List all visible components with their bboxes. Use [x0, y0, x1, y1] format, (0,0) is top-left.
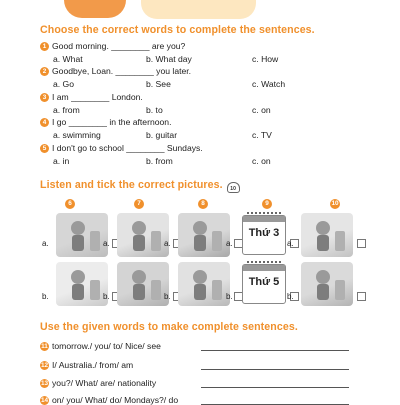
section-2-title-text: Listen and tick the correct pictures.	[40, 179, 223, 191]
section-1-title: Choose the correct words to complete the sentences.	[40, 24, 315, 36]
picture-7-a	[117, 213, 169, 257]
option-a[interactable]: a. Go	[53, 79, 75, 89]
option-c[interactable]: c. Watch	[252, 79, 286, 89]
option-label-a: a.	[287, 239, 294, 248]
calendar-day-text: Thứ 3	[248, 227, 280, 239]
answer-line[interactable]	[201, 369, 349, 370]
picture-number-9: 9	[262, 199, 272, 209]
question-5	[40, 143, 203, 153]
option-b[interactable]: b. to	[146, 105, 163, 115]
option-b[interactable]: b. guitar	[146, 130, 178, 140]
question-number: 11	[41, 343, 48, 350]
option-label-b: b.	[103, 292, 110, 301]
question-text: I am ________ London.	[52, 92, 143, 102]
picture-8-b	[178, 262, 230, 306]
question-number: 3	[40, 93, 49, 102]
question-text: Goodbye, Loan. ________ you later.	[52, 66, 192, 76]
option-c[interactable]: c. TV	[252, 130, 272, 140]
option-label-a: a.	[226, 239, 233, 248]
picture-number-8: 8	[198, 199, 208, 209]
question-number: 1	[40, 42, 49, 51]
option-c[interactable]: c. on	[252, 156, 271, 166]
option-a[interactable]: a. from	[53, 105, 80, 115]
option-a[interactable]: a. swimming	[53, 130, 101, 140]
option-label-a: a.	[164, 239, 171, 248]
calendar-picture-9-b	[242, 264, 286, 304]
answer-line[interactable]	[201, 350, 349, 351]
question-number: 14	[40, 397, 49, 404]
question-1	[40, 41, 185, 51]
picture-number-6: 6	[65, 199, 75, 209]
option-label-a: a.	[103, 239, 110, 248]
word-list: tomorrow./ you/ to/ Nice/ see	[52, 341, 161, 351]
question-number: 5	[40, 144, 49, 153]
tick-box-10-b[interactable]	[357, 292, 366, 301]
top-speech-bubble	[141, 0, 256, 19]
question-text: I go ________ in the afternoon.	[52, 117, 172, 127]
picture-6-b	[56, 262, 108, 306]
answer-line[interactable]	[201, 387, 349, 388]
audio-track-icon[interactable]: 10	[227, 182, 240, 193]
question-3	[40, 92, 143, 102]
option-a[interactable]: a. What	[53, 54, 83, 64]
question-text: Good morning. ________ are you?	[52, 41, 186, 51]
option-c[interactable]: c. on	[252, 105, 271, 115]
option-b[interactable]: b. See	[146, 79, 171, 89]
picture-7-b	[117, 262, 169, 306]
question-text: I don't go to school ________ Sundays.	[52, 143, 203, 153]
word-list: you?/ What/ are/ nationality	[52, 378, 157, 388]
picture-number-7: 7	[134, 199, 144, 209]
picture-10-b	[301, 262, 353, 306]
question-2	[40, 66, 191, 76]
picture-8-a	[178, 213, 230, 257]
tick-box-10-a[interactable]	[357, 239, 366, 248]
picture-number-10: 10	[331, 200, 339, 207]
question-number: 4	[40, 118, 49, 127]
word-list: on/ you/ What/ do/ Mondays?/ do	[52, 395, 179, 405]
sentence-12	[40, 360, 133, 370]
option-label-b: b.	[226, 292, 233, 301]
word-list: I/ Australia./ from/ am	[52, 360, 134, 370]
option-b[interactable]: b. from	[146, 156, 173, 166]
calendar-day-text: Thứ 5	[248, 276, 280, 288]
question-number: 2	[40, 67, 49, 76]
option-label-b: b.	[287, 292, 294, 301]
option-label-b: b.	[42, 292, 49, 301]
option-c[interactable]: c. How	[252, 54, 279, 64]
section-3-title: Use the given words to make complete sentences.	[40, 321, 298, 333]
question-4	[40, 117, 171, 127]
option-b[interactable]: b. What day	[146, 54, 192, 64]
sentence-14	[40, 395, 178, 405]
picture-10-a	[301, 213, 353, 257]
option-label-b: b.	[164, 292, 171, 301]
picture-6-a	[56, 213, 108, 257]
option-label-a: a.	[42, 239, 49, 248]
question-number: 12	[40, 362, 49, 369]
option-a[interactable]: a. in	[53, 156, 70, 166]
calendar-picture-9-a	[242, 215, 286, 255]
question-number: 13	[40, 380, 49, 387]
top-orange-illustration	[64, 0, 126, 18]
section-2-title	[40, 179, 240, 193]
sentence-13	[40, 378, 156, 388]
sentence-11	[40, 341, 161, 351]
